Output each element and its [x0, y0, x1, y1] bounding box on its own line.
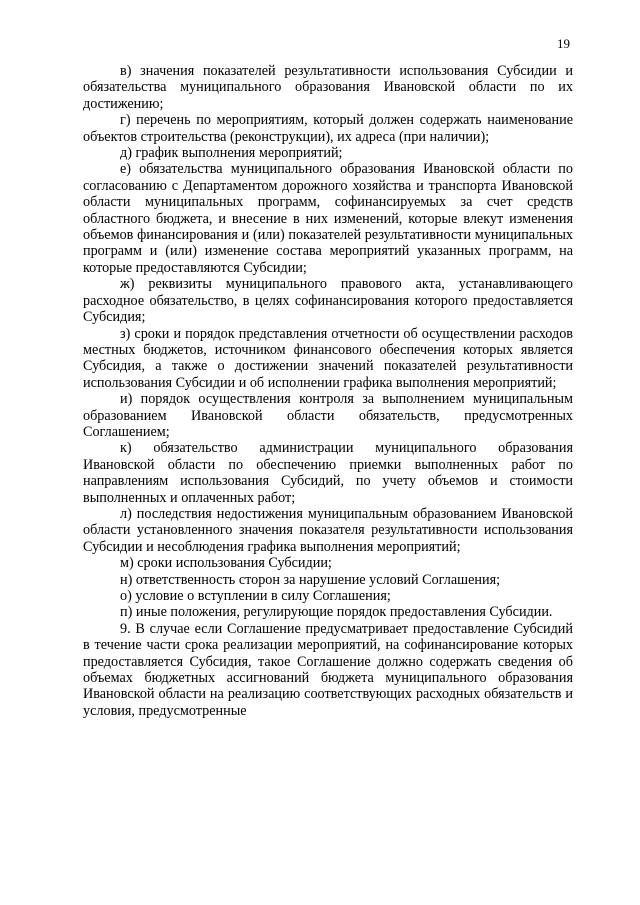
- paragraph-z: з) сроки и порядок представления отчетности об осуществлении расходов местных бюджетов, источником финансового обеспечения которых является Субсидия, а также о достижении значений показателей результативности использования Субсидии и об исполнении графика выполнения мероприятий;: [83, 325, 573, 391]
- paragraph-m: м) сроки использования Субсидии;: [120, 555, 332, 572]
- paragraph-n: н) ответственность сторон за нарушение условий Соглашения;: [120, 571, 501, 588]
- document-body: [83, 63, 573, 719]
- paragraph-p: п) иные положения, регулирующие порядок предоставления Субсидии.: [120, 604, 553, 621]
- paragraph-e: е) обязательства муниципального образования Ивановской области по согласованию с Департаментом дорожного хозяйства и транспорта Ивановской области муниципальных программ, софинансируемых за счет средств областного бюджета, и внесение в них изменений, которые влекут изменения объемов финансирования и (или) показателей результативности муниципальных программ и (или) изменение состава мероприятий указанных программ, на которые предоставляются Субсидии;: [83, 161, 573, 276]
- paragraph-l: л) последствия недостижения муниципальным образованием Ивановской области установленного значения показателя результативности использования Субсидии и несоблюдения графика выполнения мероприятий;: [83, 505, 573, 555]
- paragraph-zh: ж) реквизиты муниципального правового акта, устанавливающего расходное обязательство, в целях софинансирования которого предоставляется Субсидия;: [83, 276, 573, 326]
- paragraph-d: д) график выполнения мероприятий;: [120, 145, 343, 162]
- page-number: 19: [557, 36, 570, 51]
- paragraph-i: и) порядок осуществления контроля за выполнением муниципальным образованием Ивановской области обязательств, предусмотренных Соглашением;: [83, 391, 573, 440]
- paragraph-v: в) значения показателей результативности использования Субсидии и обязательства муниципального образования Ивановской области по их достижению;: [83, 63, 573, 112]
- paragraph-9: 9. В случае если Соглашение предусматривает предоставление Субсидий в течение части срока реализации мероприятий, на софинансирование которых предоставляется Субсидия, такое Соглашение должно содержать сведения об объемах бюджетных ассигнований бюджета муниципального образования Ивановской области на реализацию соответствующих расходных обязательств и условия, предусмотренные: [83, 620, 573, 719]
- paragraph-g: г) перечень по мероприятиям, который должен содержать наименование объектов строительства (реконструкции), их адреса (при наличии);: [83, 112, 573, 145]
- paragraph-o: о) условие о вступлении в силу Соглашения;: [120, 588, 391, 604]
- paragraph-k: к) обязательство администрации муниципального образования Ивановской области по обеспечению приемки выполненных работ по направлениям использования Субсидий, по учету объемов и стоимости выполненных и оплаченных работ;: [83, 440, 573, 506]
